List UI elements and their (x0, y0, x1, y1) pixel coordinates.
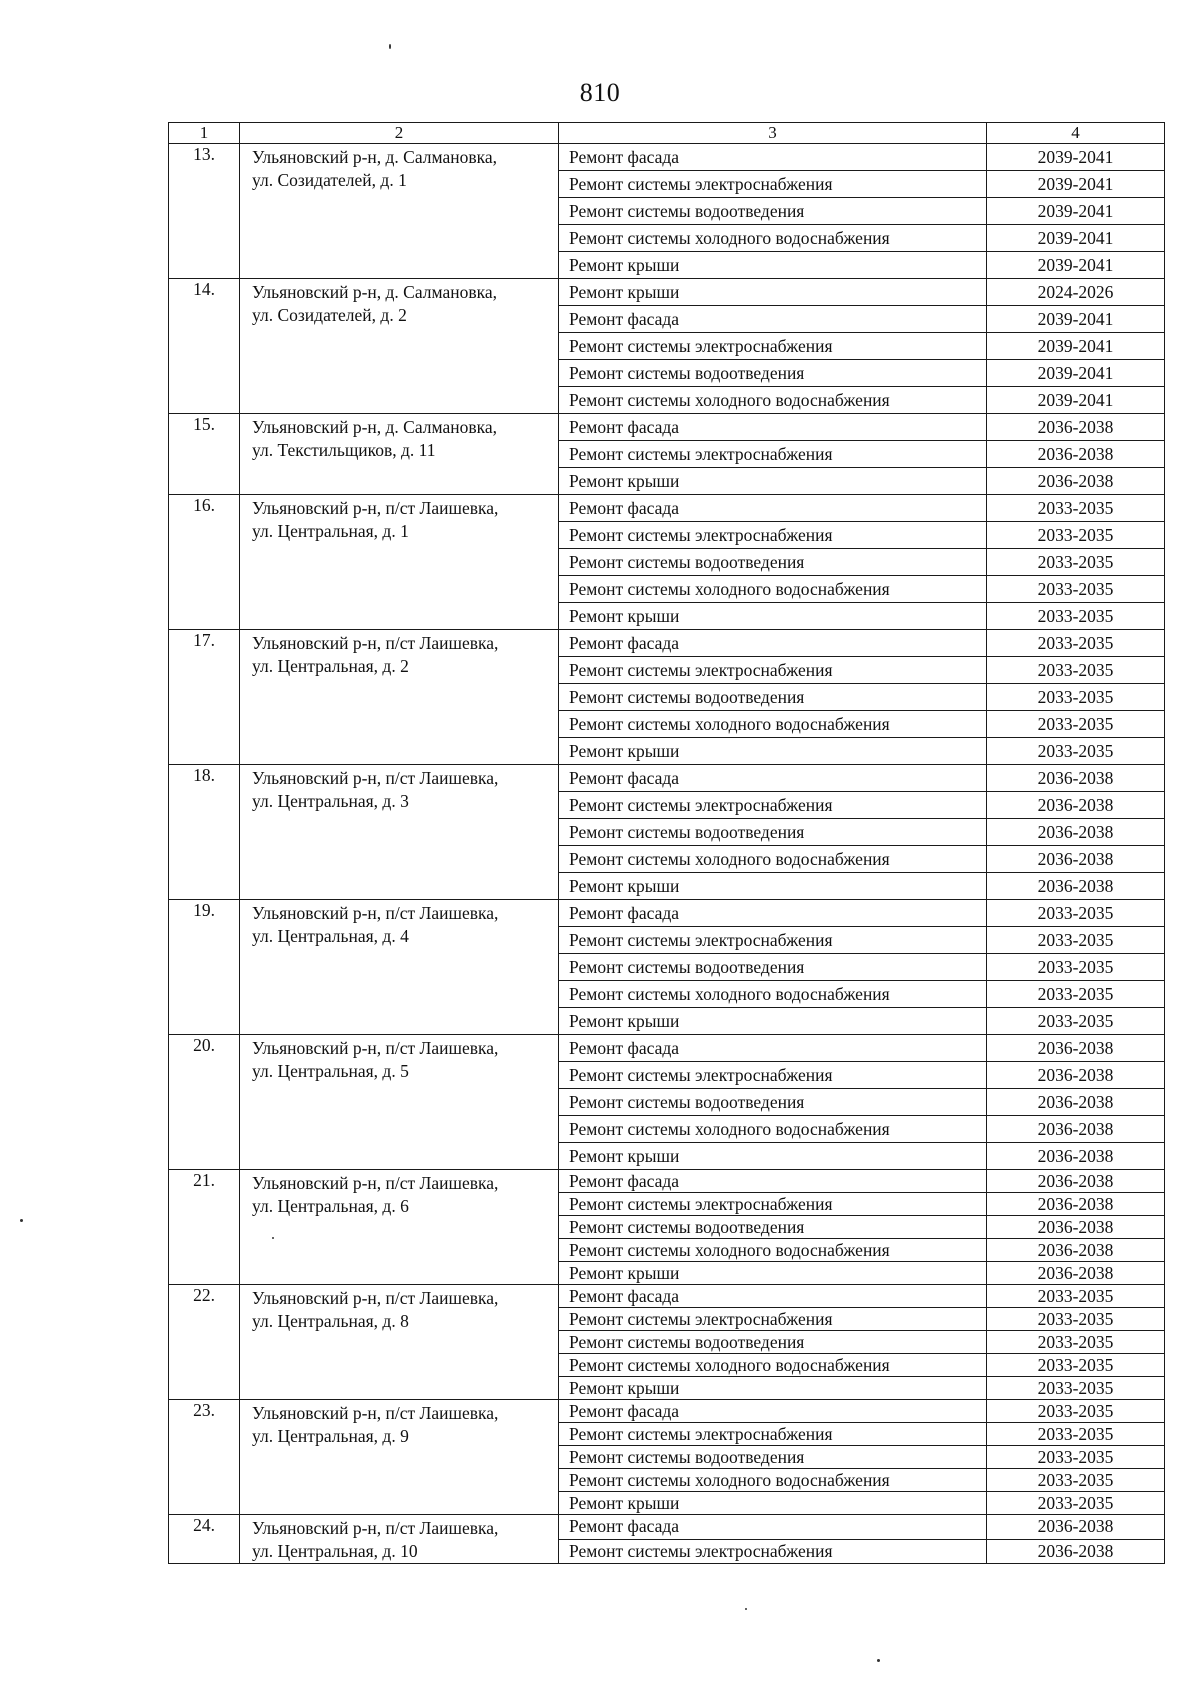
period-cell: 2039-2041 (987, 225, 1165, 252)
period-cell: 2033-2035 (987, 1423, 1165, 1446)
period-cell: 2036-2038 (987, 1193, 1165, 1216)
period-cell: 2036-2038 (987, 1062, 1165, 1089)
address-cell (240, 1170, 559, 1285)
work-type-cell: Ремонт крыши (559, 1262, 987, 1285)
work-type-cell: Ремонт фасада (559, 900, 987, 927)
address-cell (240, 1285, 559, 1400)
work-type-cell: Ремонт крыши (559, 1143, 987, 1170)
work-type-cell: Ремонт крыши (559, 1008, 987, 1035)
work-type-cell: Ремонт системы электроснабжения (559, 1193, 987, 1216)
table-row (169, 144, 1165, 171)
item-number: 14. (169, 279, 240, 414)
scan-speck (20, 1219, 23, 1222)
period-cell: 2024-2026 (987, 279, 1165, 306)
address-line-2: ул. Текстильщиков, д. 11 (252, 440, 436, 460)
item-number: 13. (169, 144, 240, 279)
period-cell: 2033-2035 (987, 495, 1165, 522)
work-type-cell: Ремонт крыши (559, 1377, 987, 1400)
item-number: 24. (169, 1515, 240, 1564)
period-cell: 2033-2035 (987, 1308, 1165, 1331)
address-cell (240, 765, 559, 900)
address-line-1: Ульяновский р-н, п/ст Лаишевка, (252, 903, 499, 923)
period-cell: 2033-2035 (987, 738, 1165, 765)
work-type-cell: Ремонт фасада (559, 414, 987, 441)
work-type-cell: Ремонт фасада (559, 1515, 987, 1540)
item-number: 21. (169, 1170, 240, 1285)
repair-schedule-table (168, 122, 1165, 1564)
address-line-1: Ульяновский р-н, д. Салмановка, (252, 282, 497, 302)
period-cell: 2033-2035 (987, 630, 1165, 657)
address-cell (240, 1400, 559, 1515)
item-number: 20. (169, 1035, 240, 1170)
period-cell: 2036-2038 (987, 1143, 1165, 1170)
period-cell: 2033-2035 (987, 1331, 1165, 1354)
page-number: 810 (579, 78, 621, 107)
table-row (169, 1170, 1165, 1193)
work-type-cell: Ремонт системы холодного водоснабжения (559, 1116, 987, 1143)
work-type-cell: Ремонт фасада (559, 1400, 987, 1423)
table-row (169, 765, 1165, 792)
table-row (169, 1035, 1165, 1062)
work-type-cell: Ремонт системы водоотведения (559, 819, 987, 846)
address-line-1: Ульяновский р-н, п/ст Лаишевка, (252, 1038, 499, 1058)
work-type-cell: Ремонт системы водоотведения (559, 1216, 987, 1239)
period-cell: 2036-2038 (987, 1515, 1165, 1540)
work-type-cell: Ремонт системы электроснабжения (559, 171, 987, 198)
period-cell: 2033-2035 (987, 1446, 1165, 1469)
work-type-cell: Ремонт фасада (559, 495, 987, 522)
scan-speck (877, 1659, 880, 1662)
work-type-cell: Ремонт системы водоотведения (559, 360, 987, 387)
period-cell: 2033-2035 (987, 549, 1165, 576)
address-line-2: ул. Центральная, д. 6 (252, 1196, 409, 1216)
period-cell: 2033-2035 (987, 1377, 1165, 1400)
period-cell: 2033-2035 (987, 1285, 1165, 1308)
period-cell: 2036-2038 (987, 819, 1165, 846)
period-cell: 2033-2035 (987, 1400, 1165, 1423)
work-type-cell: Ремонт системы электроснабжения (559, 1062, 987, 1089)
work-type-cell: Ремонт фасада (559, 1035, 987, 1062)
period-cell: 2039-2041 (987, 306, 1165, 333)
address-line-1: Ульяновский р-н, п/ст Лаишевка, (252, 1173, 499, 1193)
period-cell: 2036-2038 (987, 1239, 1165, 1262)
period-cell: 2036-2038 (987, 846, 1165, 873)
header-row (169, 123, 1165, 144)
table-body (169, 123, 1165, 1564)
period-cell: 2036-2038 (987, 468, 1165, 495)
period-cell: 2036-2038 (987, 1089, 1165, 1116)
period-cell: 2033-2035 (987, 1469, 1165, 1492)
work-type-cell: Ремонт системы холодного водоснабжения (559, 576, 987, 603)
address-cell (240, 279, 559, 414)
period-cell: 2033-2035 (987, 954, 1165, 981)
address-line-2: ул. Центральная, д. 9 (252, 1426, 409, 1446)
address-line-1: Ульяновский р-н, п/ст Лаишевка, (252, 1288, 499, 1308)
period-cell: 2033-2035 (987, 1492, 1165, 1515)
address-line-2: ул. Центральная, д. 4 (252, 926, 409, 946)
work-type-cell: Ремонт системы водоотведения (559, 1331, 987, 1354)
address-cell (240, 495, 559, 630)
work-type-cell: Ремонт системы электроснабжения (559, 1539, 987, 1564)
period-cell: 2033-2035 (987, 900, 1165, 927)
work-type-cell: Ремонт системы электроснабжения (559, 333, 987, 360)
address-line-2: ул. Центральная, д. 1 (252, 521, 409, 541)
address-line-2: ул. Центральная, д. 2 (252, 656, 409, 676)
work-type-cell: Ремонт системы водоотведения (559, 954, 987, 981)
address-line-2: ул. Созидателей, д. 1 (252, 170, 407, 190)
address-line-1: Ульяновский р-н, п/ст Лаишевка, (252, 768, 499, 788)
work-type-cell: Ремонт крыши (559, 738, 987, 765)
period-cell: 2036-2038 (987, 1035, 1165, 1062)
work-type-cell: Ремонт системы холодного водоснабжения (559, 387, 987, 414)
table-row (169, 1515, 1165, 1540)
address-line-2: ул. Центральная, д. 8 (252, 1311, 409, 1331)
address-line-1: Ульяновский р-н, п/ст Лаишевка, (252, 1403, 499, 1423)
work-type-cell: Ремонт крыши (559, 1492, 987, 1515)
period-cell: 2033-2035 (987, 684, 1165, 711)
period-cell: 2039-2041 (987, 252, 1165, 279)
scan-speck (389, 44, 391, 49)
period-cell: 2039-2041 (987, 387, 1165, 414)
work-type-cell: Ремонт системы холодного водоснабжения (559, 1239, 987, 1262)
work-type-cell: Ремонт фасада (559, 1170, 987, 1193)
period-cell: 2033-2035 (987, 1354, 1165, 1377)
table-row (169, 414, 1165, 441)
header-col-2: 2 (240, 123, 559, 144)
address-cell (240, 1035, 559, 1170)
work-type-cell: Ремонт системы электроснабжения (559, 657, 987, 684)
work-type-cell: Ремонт крыши (559, 603, 987, 630)
item-number: 15. (169, 414, 240, 495)
work-type-cell: Ремонт фасада (559, 630, 987, 657)
address-line-2: ул. Центральная, д. 5 (252, 1061, 409, 1081)
work-type-cell: Ремонт системы электроснабжения (559, 522, 987, 549)
period-cell: 2036-2038 (987, 765, 1165, 792)
address-cell (240, 144, 559, 279)
period-cell: 2039-2041 (987, 360, 1165, 387)
address-cell (240, 630, 559, 765)
period-cell: 2033-2035 (987, 603, 1165, 630)
period-cell: 2036-2038 (987, 441, 1165, 468)
period-cell: 2036-2038 (987, 792, 1165, 819)
table-row (169, 900, 1165, 927)
address-line-2: ул. Центральная, д. 10 (252, 1541, 418, 1561)
period-cell: 2036-2038 (987, 1262, 1165, 1285)
address-cell (240, 1515, 559, 1564)
work-type-cell: Ремонт системы электроснабжения (559, 927, 987, 954)
period-cell: 2039-2041 (987, 171, 1165, 198)
address-cell (240, 900, 559, 1035)
header-col-3: 3 (559, 123, 987, 144)
scan-speck (745, 1608, 747, 1610)
period-cell: 2036-2038 (987, 1170, 1165, 1193)
table-row (169, 279, 1165, 306)
header-col-1: 1 (169, 123, 240, 144)
period-cell: 2039-2041 (987, 144, 1165, 171)
period-cell: 2036-2038 (987, 1116, 1165, 1143)
work-type-cell: Ремонт системы холодного водоснабжения (559, 846, 987, 873)
period-cell: 2039-2041 (987, 333, 1165, 360)
work-type-cell: Ремонт системы холодного водоснабжения (559, 1354, 987, 1377)
period-cell: 2033-2035 (987, 657, 1165, 684)
work-type-cell: Ремонт системы водоотведения (559, 684, 987, 711)
period-cell: 2033-2035 (987, 981, 1165, 1008)
item-number: 19. (169, 900, 240, 1035)
period-cell: 2036-2038 (987, 1216, 1165, 1239)
address-line-2: ул. Центральная, д. 3 (252, 791, 409, 811)
work-type-cell: Ремонт системы холодного водоснабжения (559, 981, 987, 1008)
item-number: 22. (169, 1285, 240, 1400)
period-cell: 2033-2035 (987, 576, 1165, 603)
item-number: 18. (169, 765, 240, 900)
table-row (169, 495, 1165, 522)
work-type-cell: Ремонт крыши (559, 252, 987, 279)
address-line-2: ул. Созидателей, д. 2 (252, 305, 407, 325)
period-cell: 2039-2041 (987, 198, 1165, 225)
work-type-cell: Ремонт системы электроснабжения (559, 792, 987, 819)
work-type-cell: Ремонт системы водоотведения (559, 549, 987, 576)
work-type-cell: Ремонт системы электроснабжения (559, 441, 987, 468)
work-type-cell: Ремонт системы холодного водоснабжения (559, 711, 987, 738)
period-cell: 2033-2035 (987, 522, 1165, 549)
work-type-cell: Ремонт крыши (559, 873, 987, 900)
work-type-cell: Ремонт системы водоотведения (559, 198, 987, 225)
address-line-1: Ульяновский р-н, п/ст Лаишевка, (252, 633, 499, 653)
work-type-cell: Ремонт крыши (559, 468, 987, 495)
work-type-cell: Ремонт системы холодного водоснабжения (559, 1469, 987, 1492)
header-col-4: 4 (987, 123, 1165, 144)
work-type-cell: Ремонт фасада (559, 1285, 987, 1308)
address-line-1: Ульяновский р-н, д. Салмановка, (252, 417, 497, 437)
table-row (169, 1285, 1165, 1308)
item-number: 16. (169, 495, 240, 630)
period-cell: 2033-2035 (987, 711, 1165, 738)
item-number: 23. (169, 1400, 240, 1515)
period-cell: 2033-2035 (987, 1008, 1165, 1035)
address-line-1: Ульяновский р-н, п/ст Лаишевка, (252, 1518, 499, 1538)
address-line-1: Ульяновский р-н, п/ст Лаишевка, (252, 498, 499, 518)
address-line-1: Ульяновский р-н, д. Салмановка, (252, 147, 497, 167)
work-type-cell: Ремонт фасада (559, 306, 987, 333)
work-type-cell: Ремонт фасада (559, 144, 987, 171)
period-cell: 2036-2038 (987, 873, 1165, 900)
period-cell: 2036-2038 (987, 414, 1165, 441)
work-type-cell: Ремонт фасада (559, 765, 987, 792)
work-type-cell: Ремонт системы водоотведения (559, 1089, 987, 1116)
period-cell: 2033-2035 (987, 927, 1165, 954)
address-cell (240, 414, 559, 495)
period-cell: 2036-2038 (987, 1539, 1165, 1564)
work-type-cell: Ремонт системы водоотведения (559, 1446, 987, 1469)
work-type-cell: Ремонт крыши (559, 279, 987, 306)
work-type-cell: Ремонт системы холодного водоснабжения (559, 225, 987, 252)
table-row (169, 1400, 1165, 1423)
work-type-cell: Ремонт системы электроснабжения (559, 1308, 987, 1331)
work-type-cell: Ремонт системы электроснабжения (559, 1423, 987, 1446)
table-row (169, 630, 1165, 657)
item-number: 17. (169, 630, 240, 765)
